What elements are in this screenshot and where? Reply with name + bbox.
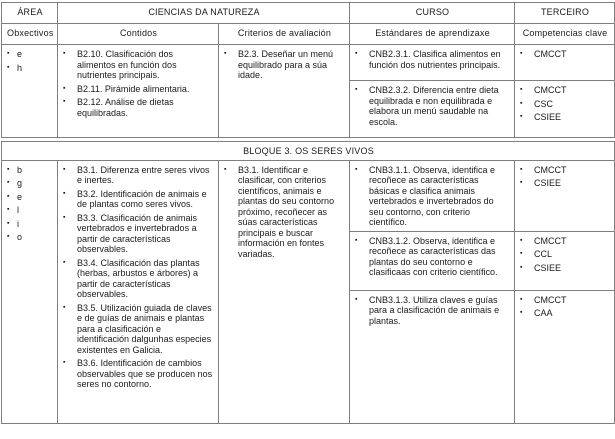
col-header-contidos: Contidos <box>58 24 219 45</box>
competencia-item <box>520 308 610 319</box>
estandar-text: ▪ CNB2.3.2. Diferencia entre dieta equilibrada e non equilibrada e elabora un menú saudable na escola. <box>369 85 499 127</box>
contido-item <box>63 84 214 95</box>
competencia-item <box>520 236 610 247</box>
objective-letter: ▪ b <box>17 164 23 175</box>
objective-item <box>7 192 53 203</box>
estandar-text: ▪ CNB3.1.3. Utiliza claves e guías para a clasificación de animais e plantas. <box>369 294 500 326</box>
block2-row1 <box>2 160 615 231</box>
bloque-title: BLOQUE 3. OS SERES VIVOS <box>2 142 615 161</box>
estandar-text: ▪ CNB3.1.1. Observa, identifica e recoñece as características básicas e clasifica animais vertebrados e invertebrados do seu contorno, con criterio científico. <box>369 164 496 227</box>
curso-value: TERCEIRO <box>515 3 615 24</box>
block2-criterios-cell <box>219 160 350 423</box>
contido-item <box>63 165 214 186</box>
estandar-item <box>355 295 510 327</box>
criterio-item <box>224 165 345 260</box>
contido-item <box>63 258 214 300</box>
objective-letter: ▪ e <box>17 191 23 202</box>
competencia-item <box>520 178 610 189</box>
block2-competencias-cell-3 <box>515 290 615 423</box>
objective-item <box>7 178 53 189</box>
col-header-estandares: Estándares de aprendizaxe <box>350 24 515 45</box>
contido-item <box>63 49 214 81</box>
col-header-competencias: Competencias clave <box>515 24 615 45</box>
estandar-item <box>355 236 510 278</box>
competencia-code: ▪ CMCCT <box>534 85 567 95</box>
block2-competencias-cell-2 <box>515 231 615 290</box>
block2-obxectivos-cell <box>2 160 58 423</box>
objective-item <box>7 165 53 176</box>
bloque-band-row <box>2 142 615 161</box>
area-label: ÁREA <box>2 3 58 24</box>
estandar-item <box>355 165 510 228</box>
competencia-code: ▪ CMCCT <box>534 49 567 59</box>
objective-letter: ▪ e <box>17 49 23 59</box>
objective-item <box>7 232 53 243</box>
col-header-obxectivos: Obxectivos <box>2 24 58 45</box>
competencia-item <box>520 99 610 110</box>
block2-competencias-cell-1 <box>515 160 615 231</box>
block2-estandar-cell-1 <box>350 160 515 231</box>
curriculum-table-top <box>1 2 615 138</box>
objective-letter: ▪ o <box>17 232 23 242</box>
criterio-item <box>224 49 345 81</box>
contido-text: ▪ B3.1. Diferenza entre seres vivos e inertes. <box>77 164 210 185</box>
objective-item <box>7 219 53 230</box>
block1-obxectivos-cell <box>2 45 58 138</box>
area-value: CIENCIAS DA NATUREZA <box>58 3 350 24</box>
competencia-code: ▪ CMCCT <box>534 235 567 246</box>
title-row <box>2 3 615 24</box>
contido-text: ▪ B3.4. Clasificación das plantas (herbas, arbustos e árbores) a partir de características observables. <box>77 257 200 299</box>
competencia-code: ▪ CMCCT <box>534 164 567 175</box>
objective-letter: ▪ l <box>17 205 19 215</box>
competencia-code: ▪ CCL <box>534 249 553 259</box>
estandar-item <box>355 49 510 70</box>
competencia-item <box>520 165 610 176</box>
competencia-item <box>520 112 610 123</box>
contido-text: ▪ B3.2. Identificación de animais e de plantas como seres vivos. <box>77 188 207 209</box>
block2-estandar-cell-3 <box>350 290 515 423</box>
estandar-text: ▪ CNB2.3.1. Clasifica alimentos en función dos nutrientes principais. <box>369 49 501 70</box>
contido-item <box>63 358 214 390</box>
objective-letter: ▪ h <box>17 62 23 73</box>
competencia-code: ▪ CSIEE <box>534 112 562 122</box>
objective-item <box>7 63 53 74</box>
block1-row1 <box>2 45 615 81</box>
column-header-row <box>2 24 615 45</box>
competencia-code: ▪ CAA <box>534 308 553 318</box>
competencia-code: ▪ CSIEE <box>534 262 562 273</box>
objective-letter: ▪ g <box>17 178 23 188</box>
objective-item <box>7 205 53 216</box>
competencia-item <box>520 85 610 96</box>
objective-letter: ▪ i <box>17 218 19 229</box>
block1-estandar-cell-1 <box>350 45 515 81</box>
contido-item <box>63 303 214 356</box>
competencia-code: ▪ CSC <box>534 98 554 109</box>
block1-competencias-cell-2 <box>515 81 615 138</box>
contido-text: ▪ B2.12. Análise de dietas equilibradas. <box>77 97 174 118</box>
block1-estandar-cell-2 <box>350 81 515 138</box>
contido-text: ▪ B3.6. Identificación de cambios observables que se producen nos seres no contorno. <box>77 358 213 389</box>
contido-text: ▪ B2.10. Clasificación dos alimentos en función dos nutrientes principais. <box>77 49 177 80</box>
competencia-item <box>520 49 610 60</box>
curso-label: CURSO <box>350 3 515 24</box>
col-header-criterios: Criterios de avaliación <box>219 24 350 45</box>
criterio-text: ▪ B3.1. Identificar e clasificar, con criterios científicos, animais e plantas do seu contorno próximo, recoñecer as súas características principais e buscar información en fontes variadas. <box>238 164 335 259</box>
competencia-item <box>520 263 610 274</box>
block1-competencias-cell-1 <box>515 45 615 81</box>
contido-text: ▪ B2.11. Pirámide alimentaria. <box>77 83 190 94</box>
criterio-text: ▪ B2.3. Deseñar un menú equilibrado para a súa idade. <box>238 49 334 80</box>
competencia-code: ▪ CMCCT <box>534 294 567 305</box>
contido-text: ▪ B3.3. Clasificación de animais vertebrados e invertebrados a partir de características observables. <box>77 212 198 254</box>
estandar-text: ▪ CNB3.1.2. Observa, identifica e recoñece as características das plantas do seu contorno e clasificaas con criterio científico. <box>369 235 498 277</box>
block1-contidos-cell <box>58 45 219 138</box>
contido-item <box>63 213 214 255</box>
contido-item <box>63 189 214 210</box>
contido-item <box>63 97 214 118</box>
objective-item <box>7 49 53 60</box>
block2-contidos-cell <box>58 160 219 423</box>
block1-criterios-cell <box>219 45 350 138</box>
block2-estandar-cell-2 <box>350 231 515 290</box>
estandar-item <box>355 85 510 127</box>
competencia-code: ▪ CSIEE <box>534 178 562 188</box>
curriculum-table-bloque3 <box>1 141 615 424</box>
competencia-item <box>520 249 610 260</box>
competencia-item <box>520 295 610 306</box>
contido-text: ▪ B3.5. Utilización guiada de claves e de guías de animais e plantas para a clasificación e identificación dalgunhas especies existentes en Galicia. <box>77 302 212 355</box>
